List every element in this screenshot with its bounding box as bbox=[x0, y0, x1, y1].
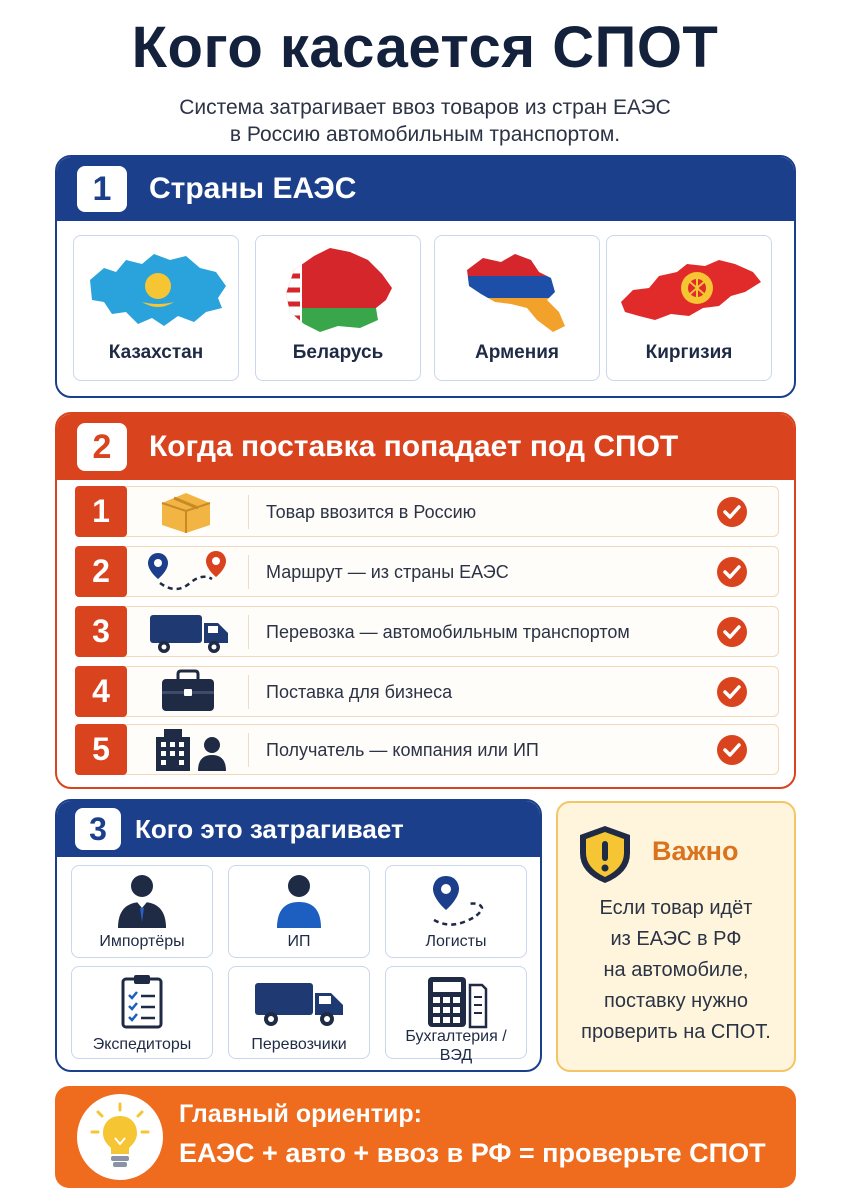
check-icon bbox=[716, 676, 748, 708]
lightbulb-icon bbox=[90, 1102, 150, 1172]
role-label: Экспедиторы bbox=[92, 1036, 192, 1053]
role-label-line-1: Бухгалтерия / bbox=[405, 1028, 507, 1045]
section-3-number: 3 bbox=[75, 808, 121, 850]
section-2-heading: Когда поставка попадает под СПОТ bbox=[149, 430, 679, 463]
check-icon bbox=[716, 734, 748, 766]
section-3-header bbox=[57, 801, 540, 857]
banner-line-2: ЕАЭС + авто + ввоз в РФ = проверьте СПОТ bbox=[179, 1138, 766, 1168]
businessman-icon bbox=[112, 872, 172, 930]
country-name: Армения bbox=[475, 342, 559, 363]
check-icon bbox=[716, 556, 748, 588]
important-line-1: Если товар идёт bbox=[599, 897, 753, 919]
country-card-belarus bbox=[255, 235, 421, 381]
section-conditions bbox=[55, 412, 796, 789]
country-name: Киргизия bbox=[645, 342, 733, 363]
banner-icon-circle bbox=[77, 1094, 163, 1180]
page-title: Кого касается СПОТ bbox=[131, 15, 719, 80]
important-line-2: из ЕАЭС в РФ bbox=[610, 928, 742, 950]
condition-row bbox=[75, 486, 779, 537]
clipboard-icon bbox=[117, 973, 167, 1031]
banner-line-1: Главный ориентир: bbox=[179, 1100, 422, 1128]
truck-icon bbox=[251, 973, 347, 1031]
armenia-map-flag bbox=[443, 242, 593, 338]
role-card-forwarders bbox=[71, 966, 213, 1059]
main-guideline-banner bbox=[55, 1086, 796, 1188]
role-label-line-2: ВЭД bbox=[439, 1047, 473, 1064]
section-3-heading: Кого это затрагивает bbox=[135, 813, 404, 844]
condition-number: 3 bbox=[75, 606, 127, 657]
section-1-number: 1 bbox=[77, 166, 127, 212]
condition-number: 1 bbox=[75, 486, 127, 537]
warning-shield-icon bbox=[574, 823, 636, 885]
belarus-map-flag bbox=[264, 242, 414, 338]
briefcase-icon bbox=[158, 669, 218, 715]
subtitle-line-2: в Россию автомобильным транспортом. bbox=[229, 123, 621, 146]
role-card-accounting bbox=[385, 966, 527, 1064]
person-icon bbox=[269, 872, 329, 930]
role-card-ie bbox=[228, 865, 370, 958]
country-card-kazakhstan bbox=[73, 235, 239, 381]
country-card-armenia bbox=[434, 235, 600, 381]
page-subtitle bbox=[0, 94, 850, 148]
condition-text: Перевозка — автомобильным транспортом bbox=[266, 622, 630, 642]
section-affected-roles bbox=[55, 799, 542, 1072]
important-line-5: проверить на СПОТ. bbox=[581, 1021, 771, 1043]
section-1-header bbox=[57, 157, 794, 221]
box-icon bbox=[154, 489, 218, 535]
important-line-3: на автомобиле, bbox=[603, 959, 749, 981]
condition-number: 5 bbox=[75, 724, 127, 775]
check-icon bbox=[716, 496, 748, 528]
condition-text: Поставка для бизнеса bbox=[266, 682, 453, 702]
country-name: Казахстан bbox=[108, 342, 204, 363]
truck-icon bbox=[148, 609, 232, 655]
check-icon bbox=[716, 616, 748, 648]
important-line-4: поставку нужно bbox=[604, 990, 748, 1012]
condition-row bbox=[75, 546, 779, 597]
condition-row bbox=[75, 724, 779, 775]
role-card-importers bbox=[71, 865, 213, 958]
country-name: Беларусь bbox=[292, 342, 384, 363]
role-card-logistics bbox=[385, 865, 527, 958]
role-label: ИП bbox=[287, 933, 311, 950]
role-label: Перевозчики bbox=[251, 1036, 347, 1053]
condition-number: 2 bbox=[75, 546, 127, 597]
section-2-header bbox=[57, 414, 794, 480]
route-icon bbox=[146, 549, 228, 595]
condition-row bbox=[75, 666, 779, 717]
kyrgyzstan-map-flag bbox=[615, 242, 765, 338]
kazakhstan-map-flag bbox=[82, 242, 232, 338]
condition-number: 4 bbox=[75, 666, 127, 717]
condition-text: Маршрут — из страны ЕАЭС bbox=[266, 562, 509, 582]
country-card-kyrgyzstan bbox=[606, 235, 772, 381]
section-2-number: 2 bbox=[77, 423, 127, 471]
condition-row bbox=[75, 606, 779, 657]
location-route-icon bbox=[424, 872, 488, 930]
building-person-icon bbox=[150, 727, 230, 773]
role-label bbox=[386, 1027, 526, 1065]
calculator-icon bbox=[422, 973, 490, 1031]
role-label: Логисты bbox=[425, 933, 487, 950]
section-1-heading: Страны ЕАЭС bbox=[149, 172, 357, 205]
role-card-carriers bbox=[228, 966, 370, 1059]
section-eaeu-countries bbox=[55, 155, 796, 398]
important-note bbox=[556, 801, 796, 1072]
subtitle-line-1: Система затрагивает ввоз товаров из стран ЕАЭС bbox=[179, 96, 671, 119]
role-label: Импортёры bbox=[99, 933, 185, 950]
important-text bbox=[558, 893, 794, 1048]
important-title: Важно bbox=[652, 836, 739, 866]
condition-text: Получатель — компания или ИП bbox=[266, 740, 539, 760]
condition-text: Товар ввозится в Россию bbox=[266, 502, 477, 522]
